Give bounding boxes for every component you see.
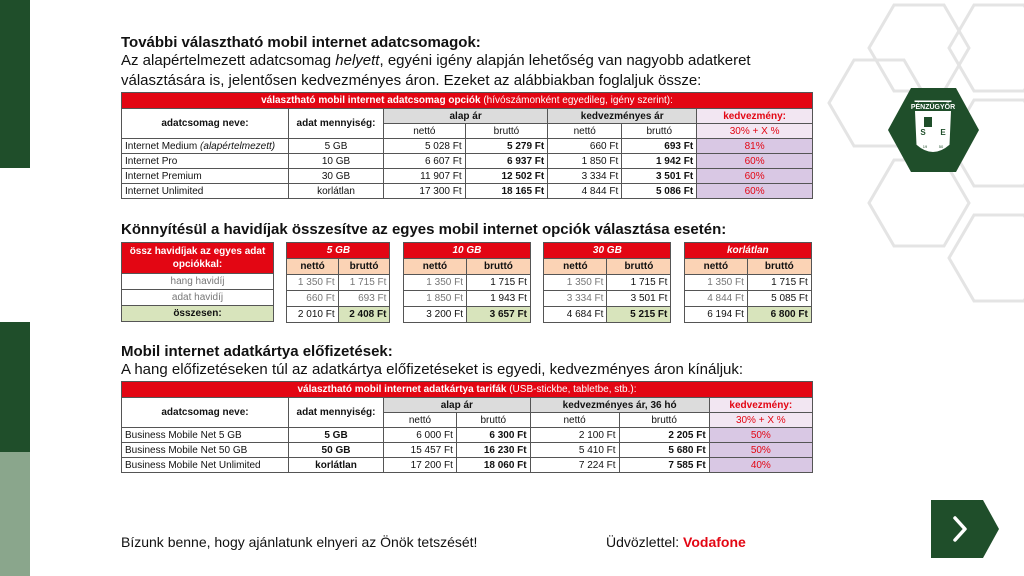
table-row: Business Mobile Net 5 GB 5 GB 6 000 Ft 6 300 Ft 2 100 Ft 2 205 Ft 50%: [122, 428, 813, 443]
label-voice-fee: hang havidíj: [122, 274, 274, 290]
para-text-b: , egyéni igény alapján lehetőség van nagyobb adatkeret választására is, jelentősen kedvezményes áron. Ezeket az alábbiakban foglaljuk össze:: [121, 52, 751, 89]
left-stripe-middle: [0, 322, 30, 452]
header-rate: kedvezmény:: [697, 109, 813, 124]
data-card-table: választható mobil internet adatkártya tarifák (USB-stickbe, tabletbe, stb.): adatcsomag neve: adat mennyiség: alap ár kedvezményes ár, 36 hó kedvezmény: nettó bruttó nettó bruttó 30% + X % Business Mobile Net 5 GB 5 GB 6 000 Ft 6 300 Ft 2 100 Ft 2 205 Ft 50% Business Mobile Net 50 GB 50 GB 15 457 Ft 16 230 Ft 5 410 Ft 5 680 Ft 50% Business Mobile Net Unlimited korlátlan 17 200 Ft 18 060 Ft 7 224 Ft 7 585 Ft 40%: [121, 381, 813, 473]
slide-content: [121, 34, 821, 473]
header-base: alap ár: [384, 109, 548, 124]
label-data-fee: adat havidíj: [122, 290, 274, 306]
logo-year-b: 50: [938, 144, 944, 149]
header-amount: adat mennyiség:: [289, 109, 384, 139]
summary-labels: [121, 242, 274, 322]
summary-group-10gb: 10 GB nettó bruttó 1 350 Ft 1 715 Ft 1 850 Ft 1 943 Ft 3 200 Ft 3 657 Ft: [403, 242, 531, 323]
header-discount: kedvezményes ár: [548, 109, 697, 124]
brand-name: Vodafone: [683, 534, 746, 550]
table-row: Internet Medium (alapértelmezett) 5 GB 5 028 Ft 5 279 Ft 660 Ft 693 Ft 81%: [122, 139, 813, 154]
para-emphasis: helyett: [335, 52, 380, 69]
section1-paragraph: [121, 51, 821, 91]
table-row: Internet Premium 30 GB 11 907 Ft 12 502 Ft 3 334 Ft 3 501 Ft 60%: [122, 169, 813, 184]
header-base: alap ár: [384, 398, 531, 413]
table-row: Business Mobile Net Unlimited korlátlan 17 200 Ft 18 060 Ft 7 224 Ft 7 585 Ft 40%: [122, 458, 813, 473]
left-stripe-bottom: [0, 452, 30, 576]
para-text-a: Az alapértelmezett adatcsomag: [121, 52, 336, 69]
table-row: Business Mobile Net 50 GB 50 GB 15 457 Ft 16 230 Ft 5 410 Ft 5 680 Ft 50%: [122, 443, 813, 458]
hexagon-pattern: [824, 0, 1024, 310]
table-row: Internet Pro 10 GB 6 607 Ft 6 937 Ft 1 850 Ft 1 942 Ft 60%: [122, 154, 813, 169]
header-rate-sub: 30% + X %: [697, 124, 813, 139]
header-net: nettó: [548, 124, 622, 139]
section1-title: További választható mobil internet adatcsomagok:: [121, 34, 481, 51]
table-banner: választható mobil internet adatcsomag opciók (hívószámonként egyedileg, igény szerint):: [122, 93, 813, 109]
summary-group-30gb: 30 GB nettó bruttó 1 350 Ft 1 715 Ft 3 334 Ft 3 501 Ft 4 684 Ft 5 215 Ft: [543, 242, 671, 323]
summary-group-unlimited: korlátlan nettó bruttó 1 350 Ft 1 715 Ft 4 844 Ft 5 085 Ft 6 194 Ft 6 800 Ft: [684, 242, 812, 323]
next-slide-button[interactable]: [931, 500, 999, 558]
header-gross: bruttó: [622, 124, 697, 139]
header-name: adatcsomag neve:: [122, 398, 289, 428]
footer: [121, 534, 771, 550]
section3-title: Mobil internet adatkártya előfizetések:: [121, 343, 393, 360]
logo-text: PÉNZÜGYŐR: [910, 104, 956, 111]
table-row: Internet Unlimited korlátlan 17 300 Ft 18 165 Ft 4 844 Ft 5 086 Ft 60%: [122, 184, 813, 199]
logo-year-a: 19: [922, 144, 928, 149]
header-gross: bruttó: [465, 124, 548, 139]
footer-closing: Bízunk benne, hogy ajánlatunk elnyeri az Önök tetszését!: [121, 534, 478, 550]
header-discount: kedvezményes ár, 36 hó: [530, 398, 709, 413]
table-banner: választható mobil internet adatkártya tarifák (USB-stickbe, tabletbe, stb.):: [122, 382, 813, 398]
summary-label-title: össz havidíjak az egyes adat opciókkal:: [122, 243, 274, 274]
footer-signature: Üdvözlettel: Vodafone: [606, 534, 746, 550]
section2-title: Könnyítésül a havidíjak összesítve az egyes mobil internet opciók választása esetén:: [121, 221, 727, 238]
logo-s: S: [920, 128, 926, 137]
logo-e: E: [940, 128, 946, 137]
header-name: adatcsomag neve:: [122, 109, 289, 139]
data-package-table: [121, 92, 813, 199]
label-total: összesen:: [122, 306, 274, 322]
header-net: nettó: [384, 124, 466, 139]
monthly-fee-summary: [121, 242, 821, 323]
header-amount: adat mennyiség:: [289, 398, 384, 428]
section3-paragraph: A hang előfizetéseken túl az adatkártya előfizetéseket is egyedi, kedvezményes áron kínáljuk:: [121, 361, 744, 378]
left-stripe-top: [0, 0, 30, 168]
header-rate: kedvezmény:: [709, 398, 812, 413]
summary-group-5gb: 5 GB nettó bruttó 1 350 Ft 1 715 Ft 660 Ft 693 Ft 2 010 Ft 2 408 Ft: [286, 242, 390, 323]
